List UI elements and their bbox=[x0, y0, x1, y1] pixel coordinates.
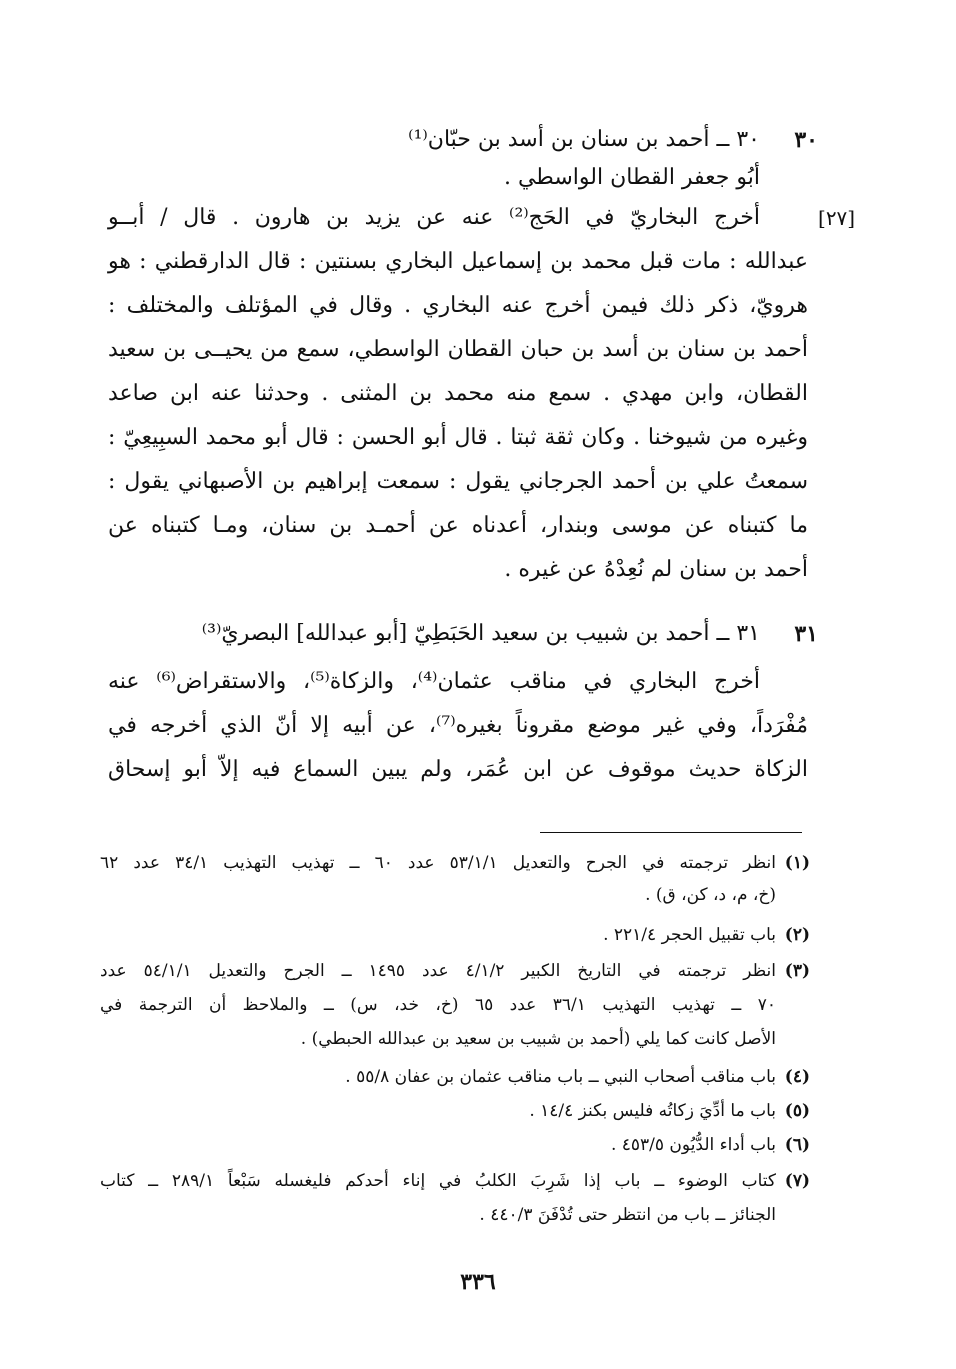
footnote-6-text: باب أداء الدُّيُون ٤٥٣/٥ . bbox=[610, 1135, 776, 1155]
footnote-6 bbox=[100, 1130, 810, 1160]
entry-30-line-4: أحمد بن سنان بن أسد بن حبان القطان الواسطي، سمع من يحيــى بن سعيد bbox=[108, 337, 808, 362]
footnote-3 bbox=[100, 956, 810, 986]
entry-31-line-3: الزكاة حديث موقوف عن ابن عُمَر، ولم يبين السماع فيه إلاّ أبو إسحاق bbox=[108, 757, 808, 782]
entry-30-line-2: عبدالله : مات قبل محمد بن إسماعيل البخاري بسنتين : قال الدارقطني : هو bbox=[108, 249, 808, 274]
entry-30-line-7: سمعتُ علي بن أحمد الجرجاني يقول : سمعت إبراهيم بن الأصبهاني يقول : bbox=[108, 469, 808, 494]
entry-number-30: ٣٠ bbox=[794, 127, 818, 153]
footnote-4-text: باب مناقب أصحاب النبي ــ باب مناقب عثمان بن عفان ٥٥/٨ . bbox=[345, 1067, 776, 1087]
footnote-1 bbox=[100, 848, 810, 878]
footnote-3-cont-1: ٧٠ ــ تهذيب التهذيب ٣٦/١ عدد ٦٥ (خ، خد، س) ــ والملاحظ أن الترجمة في bbox=[100, 995, 776, 1015]
footnote-separator bbox=[540, 832, 802, 833]
footnote-3-number: (٣) bbox=[784, 961, 810, 981]
entry-number-31: ٣١ bbox=[794, 621, 818, 647]
entry-30-line-1: أخرج البخاريّ في الحَج⁽²⁾ عنه عن يزيد بن هارون . قال / أبــو bbox=[108, 205, 760, 230]
page-number: ٣٣٦ bbox=[460, 1269, 496, 1295]
footnote-1-cont: (خ، م، د، كن، ق) . bbox=[645, 885, 776, 905]
entry-heading-30: ٣٠ ــ أحمد بن سنان بن أسد بن حبّان⁽¹⁾ bbox=[408, 127, 760, 152]
entry-30-line-5: القطان، وابن مهدي . سمع منه محمد بن المثنى . وحدثنا عنه ابن صاعد bbox=[108, 381, 808, 406]
footnote-1-text: انظر ترجمته في الجرح والتعديل ٥٣/١/١ عدد ٦٠ ــ تهذيب التهذيب ٣٤/١ عدد ٦٢ bbox=[100, 853, 776, 873]
entry-heading-31: ٣١ ــ أحمد بن شبيب بن سعيد الحَبَطِيّ [أبو عبدالله] البصريّ⁽³⁾ bbox=[201, 621, 760, 646]
footnote-3-cont-2: الأصل كانت كما يلي (أحمد بن شبيب بن سعيد بن عبدالله الحبطي) . bbox=[300, 1029, 776, 1049]
footnote-7-cont: الجنائز ــ باب من انتظر حتى تُدْفَنَ ٤٤٠/٣ . bbox=[479, 1205, 776, 1225]
entry-31-line-1: أخرج البخاري في مناقب عثمان⁽⁴⁾، والزكاة⁽⁵⁾، والاستقراض⁽⁶⁾ عنه bbox=[108, 669, 761, 694]
margin-page-reference: [٢٧] bbox=[818, 206, 856, 230]
entry-subheading-30: أبُو جعفر القطان الواسطي . bbox=[503, 165, 760, 190]
entry-30-line-3: هرويّ، ذكر ذلك فيمن أخرج عنه البخاري . وقال في المؤتلف والمختلف : bbox=[108, 293, 808, 318]
entry-30-line-8: ما كتبناه عن موسى وبندار، أعدناه عن أحمـد بن سنان، ومـا كتبناه عن bbox=[108, 513, 808, 538]
footnote-2-text: باب تقبيل الحجر ٢٢١/٤ . bbox=[603, 925, 776, 945]
entry-31-line-2: مُفْرَداً، وفي غير موضع مقروناً بغيره⁽⁷⁾، عن أبيه إلا أنّ الذي أخرجه في bbox=[108, 713, 808, 738]
footnote-2-number: (٢) bbox=[784, 925, 810, 945]
footnote-5 bbox=[100, 1096, 810, 1126]
footnote-5-text: باب ما أدِّيَ زكاتُه فليس بكنز ١٤/٤ . bbox=[529, 1101, 776, 1121]
footnote-6-number: (٦) bbox=[784, 1135, 810, 1155]
entry-30-line-9: أحمد بن سنان لم نُعِدْهُ عن غيره . bbox=[504, 557, 808, 582]
footnote-1-number: (١) bbox=[784, 853, 810, 873]
footnote-7-number: (٧) bbox=[784, 1171, 810, 1191]
footnote-4-number: (٤) bbox=[784, 1067, 810, 1087]
footnote-3-text: انظر ترجمته في التاريخ الكبير ٤/١/٢ عدد ١٤٩٥ ــ الجرح والتعديل ٥٤/١/١ عدد bbox=[100, 961, 776, 981]
footnote-7-text: كتاب الوضوء ــ باب إذا شَرِبَ الكلبُ في إناء أحدكم فليغسله سَبْعاً ٢٨٩/١ ــ كتاب bbox=[100, 1171, 776, 1191]
entry-30-line-6: وغيره من شيوخنا . وكان ثقة ثبتا . قال أبو الحسن : قال أبو محمد السبِيعِيّ : bbox=[108, 425, 808, 450]
footnote-5-number: (٥) bbox=[784, 1101, 810, 1121]
footnote-4 bbox=[100, 1062, 810, 1092]
footnote-7 bbox=[100, 1166, 810, 1196]
footnote-2 bbox=[100, 920, 810, 950]
